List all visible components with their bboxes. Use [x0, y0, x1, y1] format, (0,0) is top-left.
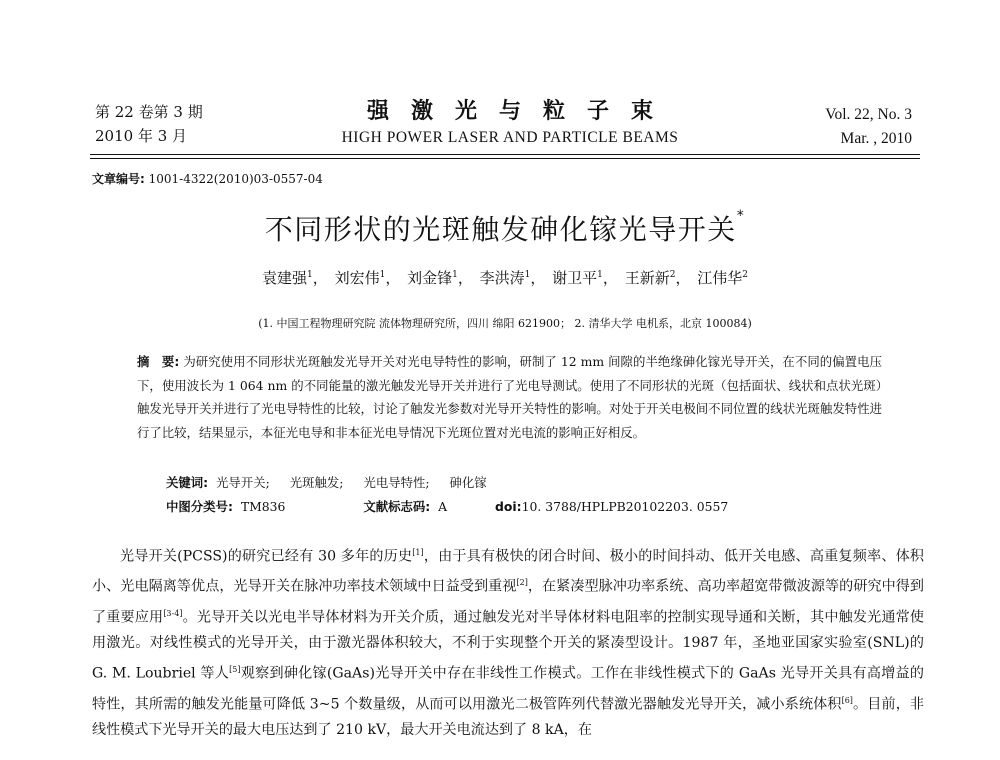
keyword: 光导开关; — [216, 475, 270, 490]
article-number — [92, 170, 323, 187]
journal-name-cn: 强激光与粒子束 — [366, 98, 675, 124]
abstract — [137, 350, 882, 444]
doc-code-value: A — [438, 499, 448, 514]
author-affiliation: 2 — [669, 270, 676, 280]
doi-label: doi: — [495, 499, 522, 514]
body-text-segment: 。光导开关以光电半导体材料为开关介质，通过触发光对半导体材料电阻率的控制实现导通和关断，其中触发光通常使用激光。对线性模式的光导开关，由于激光器体积较大，不利于实现整个开关的紧凑型设计。1987 年，圣地亚国家实验室(SNL)的 G. M. Loubriel 等人 — [92, 609, 925, 682]
author-affiliation: 1 — [379, 270, 386, 280]
abstract-label: 摘 要: — [137, 354, 180, 369]
doc-code-label: 文献标志码: — [363, 499, 431, 514]
body-paragraph — [92, 540, 924, 744]
article-number-label: 文章编号: — [92, 172, 145, 186]
title-footnote-mark: * — [736, 208, 746, 224]
citation: [3-4] — [163, 608, 183, 618]
author-affiliation: 1 — [524, 270, 531, 280]
header-rule-thin — [90, 158, 920, 159]
author: 江伟华 — [697, 269, 743, 287]
affiliations: (1. 中国工程物理研究院 流体物理研究所，四川 绵阳 621900； 2. 清华大学 电机系，北京 100084) — [258, 317, 752, 330]
volume-en: Vol. 22, No. 3 — [825, 106, 912, 123]
keywords — [166, 473, 503, 491]
date-cn: 2010 年 3 月 — [95, 127, 188, 145]
author-affiliation: 1 — [597, 270, 603, 280]
body-text-segment: 观察到砷化镓(GaAs)光导开关中存在非线性工作模式。工作在非线性模式下的 GaAs 光导开关具有高增益的特性，其所需的触发光能量可降低 3~5 个数量级，从而可以用激光二极管阵列代替激光器触发光导开关，减小系统体积 — [92, 665, 924, 713]
keywords-label: 关键词: — [166, 475, 209, 490]
journal-name-en: HIGH POWER LASER AND PARTICLE BEAMS — [341, 129, 679, 146]
keyword: 砷化镓 — [449, 475, 487, 490]
clc-label: 中图分类号: — [166, 499, 233, 514]
author: 谢卫平 — [552, 269, 598, 287]
classification-line — [166, 497, 728, 515]
author-affiliation: 2 — [742, 270, 748, 280]
body-text-segment: 。目前，非线性模式下光导开关的最大电压达到了 210 kV，最大开关电流达到了 8 kA，在 — [92, 696, 925, 739]
keyword: 光电导特性; — [363, 475, 430, 490]
paper-title-text: 不同形状的光斑触发砷化镓光导开关 — [264, 213, 737, 246]
author-list: 袁建强$^1$， 刘宏伟$^1$， 刘金锋$^1$， 李洪涛$^1$， 谢卫平$^1$， 王新新$^2$， 江伟华$^2$ — [262, 269, 748, 287]
keyword: 光斑触发; — [289, 475, 344, 490]
author: 李洪涛 — [479, 269, 525, 287]
body-text-segment: 光导开关(PCSS)的研究已经有 30 多年的历史 — [120, 548, 413, 565]
body-text-segment: ，由于具有极快的闭合时间、极小的时间抖动、低开关电感、高重复频率、体积小、光电隔离等优点，光导开关在脉冲功率技术领域中日益受到重视 — [92, 548, 925, 596]
body-text-segment: ，在紧凑型脉冲功率系统、高功率超宽带微波源等的研究中得到了重要应用 — [92, 579, 925, 626]
author-affiliation: 1 — [307, 270, 313, 280]
journal-name — [250, 96, 770, 150]
citation: [2] — [516, 578, 528, 588]
author: 王新新 — [624, 269, 670, 287]
article-number-value: 1001-4322(2010)03-0557-04 — [148, 172, 323, 186]
author-affiliation: 1 — [452, 270, 458, 280]
citation: [5] — [229, 665, 241, 675]
doi-value: 10. 3788/HPLPB20102203. 0557 — [521, 499, 729, 514]
author: 袁建强 — [262, 269, 308, 287]
author: 刘金锋 — [407, 269, 453, 287]
volume-cn: 第 22 卷第 3 期 — [95, 103, 203, 121]
journal-issue-cn — [95, 100, 203, 148]
header-rule-thick — [90, 154, 920, 155]
citation: [6] — [841, 695, 853, 705]
paper-title — [100, 208, 910, 248]
date-en: Mar. , 2010 — [840, 130, 912, 147]
clc-value: TM836 — [240, 499, 286, 514]
citation: [1] — [412, 548, 424, 557]
abstract-text: 为研究使用不同形状光斑触发光导开关对光电导特性的影响，研制了 12 mm 间隙的半绝缘砷化镓光导开关，在不同的偏置电压下，使用波长为 1 064 nm 的不同能量的激光触发光导开关并进行了光电导测试。使用了不同形状的光斑（包括面状、线状和点状光斑）触发光导开关并进行了光电导特性的比较，讨论了触发光参数对光导开关特性的影响。对处于开关电极间不同位置的线状光斑触发特性进行了比较，结果显示，本征光电导和非本征光电导情况下光斑位置对光电流的影响正好相反。 — [137, 354, 882, 440]
journal-issue-en — [825, 103, 912, 151]
author: 刘宏伟 — [334, 269, 380, 287]
